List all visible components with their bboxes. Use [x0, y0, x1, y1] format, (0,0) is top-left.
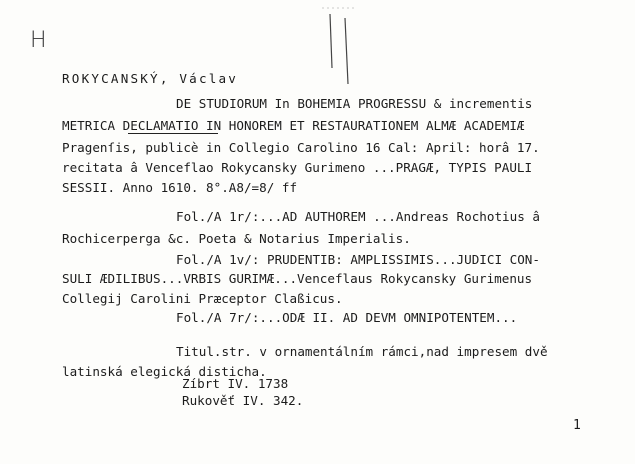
- description-line-2: METRICA DECLAMATIO IN HONOREM ET RESTAURATIONEM ALMÆ ACADEMIÆ: [62, 118, 525, 133]
- folio-line-3: Fol./A 1v/: PRUDENTIB: AMPLISSIMIS...JUDICI CON-: [176, 252, 540, 267]
- corner-mark: H: [30, 28, 47, 53]
- folio-line-4: SULI ÆDILIBUS...VRBIS GURIMÆ...Venceflaus Rokycansky Gurimenus: [62, 271, 533, 286]
- author-heading: ROKYCANSKÝ, Václav: [62, 71, 239, 86]
- description-line-5: SESSII. Anno 1610. 8°.A8/=8/ ff: [62, 180, 298, 195]
- folio-line-1: Fol./A 1r/:...AD AUTHOREM ...Andreas Rochotius â: [176, 209, 540, 224]
- note-line-2: latinská elegická disticha.: [62, 364, 267, 379]
- description-line-1: DE STUDIORUM In BOHEMIA PROGRESSU & incrementis: [176, 96, 533, 111]
- note-line-1: Titul.str. v ornamentálním rámci,nad impresem dvě: [176, 344, 548, 359]
- title-underline: [128, 133, 218, 134]
- reference-zibrt: Zíbrt IV. 1738: [182, 376, 289, 391]
- description-line-4: recitata â Venceflao Rokycansky Gurimeno ...PRAGÆ, TYPIS PAULI: [62, 160, 533, 175]
- folio-line-6: Fol./A 7r/:...ODÆ II. AD DEVM OMNIPOTENTEM...: [176, 310, 518, 325]
- description-line-3: Pragenſis, publicè in Collegio Carolino 16 Cal: April: horâ 17.: [62, 140, 540, 155]
- folio-line-2: Rochicerperga &c. Poeta & Notarius Imperialis.: [62, 231, 411, 246]
- page-number: 1: [573, 418, 581, 433]
- reference-rukovet: Rukověť IV. 342.: [182, 393, 304, 408]
- folio-line-5: Collegij Carolini Præceptor Claßicus.: [62, 291, 343, 306]
- pencil-strokes: [318, 6, 358, 86]
